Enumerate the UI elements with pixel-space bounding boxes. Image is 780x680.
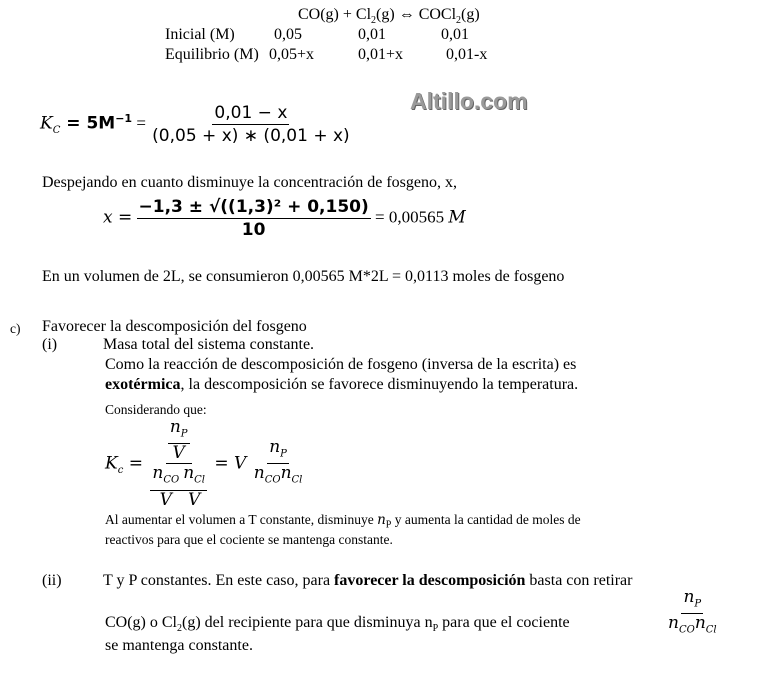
row-label-equilibrium: Equilibrio (M) (165, 46, 259, 63)
item-ii-line1: T y P constantes. En este caso, para favorecer la descomposición basta con retirar (103, 572, 633, 589)
item-i-marker: (i) (42, 336, 58, 353)
x-equation: x = $\frac{\text{−1,3 ± √((1,3)² + 0,150)}}{10}$ = 0,00565 M (103, 197, 466, 240)
note-line1: Al aumentar el volumen a T constante, disminuye $n_P$ y aumenta la cantidad de moles de (105, 512, 581, 531)
cell: 0,01+x (358, 46, 404, 63)
row-label-initial: Inicial (M) (165, 26, 235, 43)
quotient-fraction: $\frac{n_P}{n_{CO}n_{Cl}}$ (668, 587, 717, 636)
kc-equation: $K_C = 5M^{-1}$ = $\frac{0,01 - x}{(0,05 + x) ∗ (0,01 + x)}$ (40, 103, 350, 146)
section-title: Favorecer la descomposición del fosgeno (42, 318, 307, 335)
reaction-equation: $CO(g) + Cl_2(g)$ ⇔ COCl$_2$(g) (298, 6, 480, 27)
cell: 0,05 (274, 26, 302, 43)
kc-volume-formula: $K_c$ = $\frac{n_P}{V}$ $\frac{n_{CO}}{V}$ $\frac{n_{Cl}}{V}$ = V $\frac{n_P}{n_{CO}n_{Cl}}$ (105, 417, 303, 510)
item-i-title: Masa total del sistema constante. (103, 336, 315, 353)
item-ii-marker: (ii) (42, 572, 62, 589)
cell: 0,01 (358, 26, 386, 43)
item-ii-line3: se mantenga constante. (105, 637, 253, 654)
cell: 0,01-x (446, 46, 488, 63)
section-marker: c) (10, 321, 21, 336)
text-volumen: En un volumen de 2L, se consumieron 0,00565 M*2L = 0,0113 moles de fosgeno (42, 268, 565, 285)
cell: 0,05+x (269, 46, 315, 63)
item-i-line2: exotérmica, la descomposición se favorece disminuyendo la temperatura. (105, 376, 579, 393)
cell: 0,01 (441, 26, 469, 43)
item-ii-line2: CO(g) o $Cl_2(g)$ del recipiente para que disminuya $n_P$ para que el cociente (105, 614, 570, 635)
note-line2: reactivos para que el cociente se mantenga constante. (105, 532, 393, 547)
altillo-logo: Altillo.com (410, 88, 528, 114)
considering: Considerando que: (105, 402, 207, 417)
text-despejando: Despejando en cuanto disminuye la concentración de fosgeno, x, (42, 174, 457, 191)
item-i-line1: Como la reacción de descomposición de fosgeno (inversa de la escrita) es (105, 356, 577, 373)
